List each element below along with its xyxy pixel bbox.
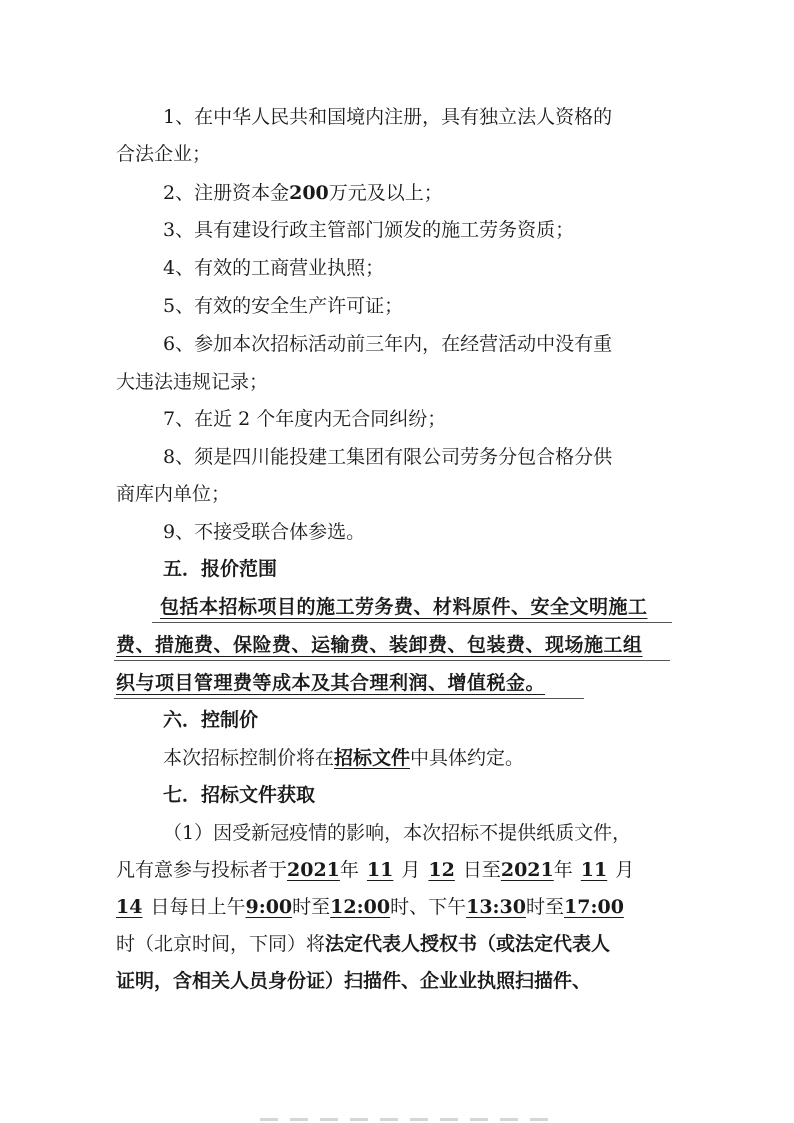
para-4-prefix: 时（北京时间，下同）将: [116, 933, 326, 955]
para-4-bold: 法定代表人授权书（或法定代表人: [325, 933, 611, 955]
section-7-para-2: [0, 857, 794, 883]
month-char-1: 月: [401, 859, 421, 881]
scan-artifact: [260, 1118, 560, 1121]
item-7: 7、在近 2 个年度内无合同纠纷；: [163, 408, 447, 430]
section-7-para-1: （1）因受新冠疫情的影响，本次招标不提供纸质文件，: [163, 822, 632, 844]
end-year: 2021: [500, 859, 554, 881]
section-5-line-3: 织与项目管理费等成本及其合理利润、增值税金。: [116, 672, 546, 694]
item-2-prefix: 2、注册资本金: [163, 182, 290, 204]
underline-rule-2: [114, 660, 670, 661]
item-9: 9、不接受联合体参选。: [163, 521, 366, 543]
underline-rule-3: [114, 698, 584, 699]
section-7-para-4: [0, 931, 794, 957]
section-6-prefix: 本次招标控制价将在: [163, 747, 335, 769]
item-8-line-2: 商库内单位；: [116, 483, 231, 505]
section-5-line-1: 包括本招标项目的施工劳务费、材料原件、安全文明施工: [160, 596, 648, 618]
item-8-line-1: 8、须是四川能投建工集团有限公司劳务分包合格分供: [163, 446, 613, 468]
item-2-suffix: 万元及以上；: [328, 182, 443, 204]
to-text-1: 时至: [292, 896, 331, 918]
section-7-title: 七．招标文件获取: [163, 784, 316, 806]
month-char-2: 月: [615, 859, 635, 881]
section-7-para-5: 证明，含相关人员身份证）扫描件、企业业执照扫描件、: [116, 970, 592, 992]
item-1-line-2: 合法企业；: [116, 143, 212, 165]
item-2: [0, 180, 794, 206]
year-char-2: 年: [553, 859, 573, 881]
morning-start: 9:00: [245, 896, 293, 918]
item-6-line-1: 6、参加本次招标活动前三年内，在经营活动中没有重: [163, 333, 613, 355]
start-day: 12: [428, 859, 455, 881]
section-5-title: 五．报价范围: [163, 558, 278, 580]
daily-morning-text: 日每日上午: [150, 896, 246, 918]
year-char-1: 年: [339, 859, 359, 881]
morning-end: 12:00: [330, 896, 391, 918]
afternoon-start: 13:30: [466, 896, 526, 918]
to-text-2: 时至: [526, 896, 565, 918]
item-6-line-2: 大违法违规记录；: [116, 371, 269, 393]
item-4: 4、有效的工商营业执照；: [163, 257, 385, 279]
section-5-line-2: 费、措施费、保险费、运输费、装卸费、包装费、现场施工组: [116, 634, 643, 656]
item-5: 5、有效的安全生产许可证；: [163, 295, 404, 317]
item-2-capital: 200: [289, 182, 329, 204]
start-month: 11: [366, 859, 394, 881]
item-3: 3、具有建设行政主管部门颁发的施工劳务资质；: [163, 219, 575, 241]
para-2-prefix: 凡有意参与投标者于: [116, 859, 288, 881]
section-6-bid-doc: 招标文件: [334, 747, 411, 769]
afternoon-text: 时、下午: [390, 896, 467, 918]
item-1-line-1: 1、在中华人民共和国境内注册，具有独立法人资格的: [163, 106, 613, 128]
section-6-suffix: 中具体约定。: [410, 747, 525, 769]
section-6-title: 六．控制价: [163, 709, 259, 731]
underline-rule-1: [152, 622, 672, 623]
section-7-para-3: [0, 894, 794, 920]
end-month: 11: [580, 859, 608, 881]
start-year: 2021: [287, 859, 340, 881]
day-to-char: 日至: [462, 859, 501, 881]
section-6-body: [0, 745, 794, 771]
afternoon-end: 17:00: [564, 896, 624, 918]
end-day: 14: [116, 896, 143, 918]
